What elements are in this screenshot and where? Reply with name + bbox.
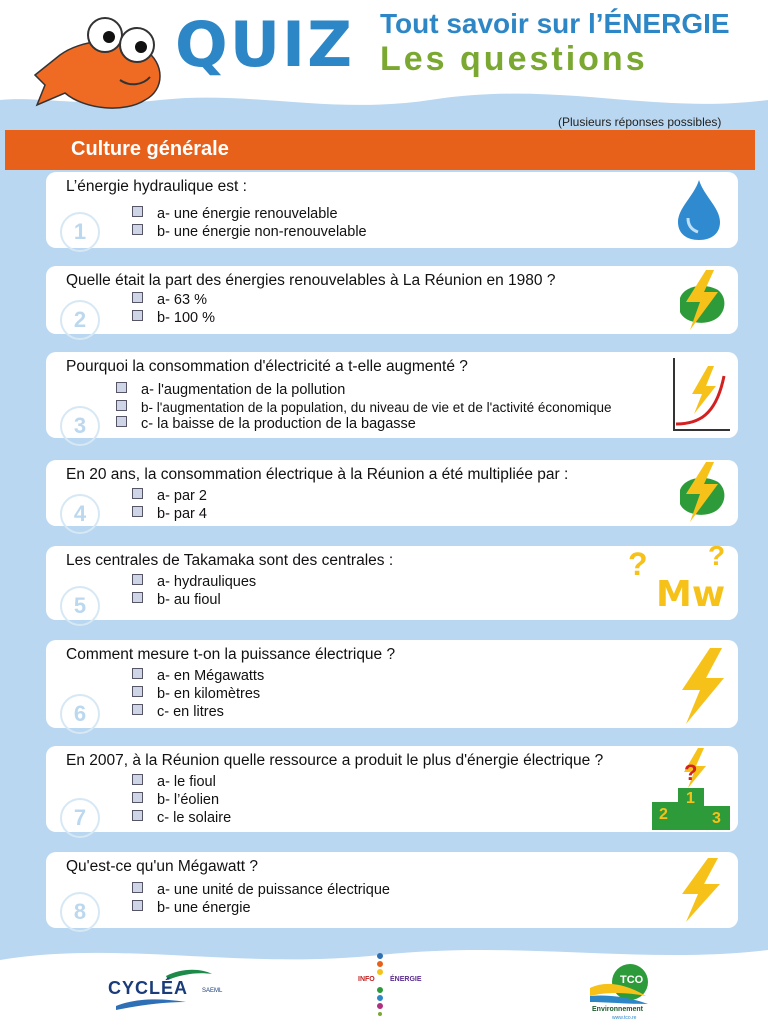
checkbox[interactable] (132, 882, 143, 893)
checkbox[interactable] (132, 774, 143, 785)
question-card-1 (46, 172, 738, 248)
question-text: Comment mesure t-on la puissance électrique ? (66, 646, 396, 663)
checkbox[interactable] (132, 488, 143, 499)
reunion-lightning-icon (674, 460, 730, 524)
podium-label: 2 (659, 806, 668, 823)
answer-option[interactable] (132, 292, 207, 308)
water-drop-icon (674, 178, 724, 242)
header (0, 0, 768, 120)
info-energie-logo (352, 950, 432, 1020)
checkbox[interactable] (132, 574, 143, 585)
answer-option[interactable] (132, 810, 231, 826)
checkbox[interactable] (132, 292, 143, 303)
energie-label: ÉNERGIE (390, 976, 422, 983)
answer-option[interactable] (116, 400, 611, 415)
info-label: INFO (358, 976, 375, 983)
answer-label: a- l'augmentation de la pollution (141, 382, 346, 398)
info-energie-dots-icon (352, 950, 432, 1020)
question-card-7 (46, 746, 738, 832)
answer-label: a- 63 % (157, 292, 207, 308)
question-mark: ? (708, 540, 726, 571)
answer-option[interactable] (116, 416, 416, 432)
lightning-bolt-icon (674, 646, 730, 726)
checkbox[interactable] (132, 792, 143, 803)
tco-logo (586, 960, 666, 1022)
answer-label: b- l’éolien (157, 792, 220, 808)
cyclea-name: CYCLÉA (108, 978, 189, 998)
answer-option[interactable] (132, 574, 256, 590)
checkbox[interactable] (116, 382, 127, 393)
answer-option[interactable] (132, 488, 207, 504)
cyclea-sub: SAEML (202, 988, 223, 994)
answer-label: b- par 4 (157, 506, 207, 522)
tco-url: www.tco.re (612, 1015, 637, 1021)
answer-label: b- l'augmentation de la population, du niveau de vie et de l'activité économique (141, 400, 612, 415)
question-number: 7 (60, 798, 100, 838)
answer-label: a- en Mégawatts (157, 668, 265, 684)
checkbox[interactable] (132, 900, 143, 911)
answer-label: b- une énergie non-renouvelable (157, 224, 367, 240)
question-text: Pourquoi la consommation d'électricité a t-elle augmenté ? (66, 358, 468, 375)
question-text: L’énergie hydraulique est : (66, 178, 247, 195)
answer-option[interactable] (132, 506, 207, 522)
answer-label: b- une énergie (157, 900, 251, 916)
checkbox[interactable] (132, 668, 143, 679)
checkbox[interactable] (116, 416, 127, 427)
answer-option[interactable] (132, 882, 390, 898)
mw-label: Mw (656, 574, 726, 615)
answer-label: a- hydrauliques (157, 574, 257, 590)
checkbox[interactable] (132, 686, 143, 697)
checkbox[interactable] (132, 592, 143, 603)
question-number: 5 (60, 586, 100, 626)
answer-option[interactable] (132, 592, 221, 608)
checkbox[interactable] (132, 206, 143, 217)
subtitle-energy: Tout savoir sur l’ÉNERGIE (380, 8, 730, 39)
question-text: Quelle était la part des énergies renouvelables à La Réunion en 1980 ? (66, 272, 556, 289)
answer-label: b- au fioul (157, 592, 221, 608)
checkbox[interactable] (132, 506, 143, 517)
podium-label: 3 (712, 810, 721, 827)
checkbox[interactable] (132, 224, 143, 235)
answer-option[interactable] (116, 382, 345, 398)
answer-option[interactable] (132, 668, 264, 684)
answer-option[interactable] (132, 224, 367, 240)
quiz-title: QUIZ (175, 8, 355, 81)
answer-label: b- 100 % (157, 310, 216, 326)
answer-label: c- la baisse de la production de la bagasse (141, 416, 416, 432)
answer-option[interactable] (132, 704, 224, 720)
answer-label: a- par 2 (157, 488, 207, 504)
question-number: 2 (60, 300, 100, 340)
checkbox[interactable] (132, 704, 143, 715)
question-number: 8 (60, 892, 100, 932)
answer-label: a- le fioul (157, 774, 216, 790)
question-text: Les centrales de Takamaka sont des centrales : (66, 552, 394, 569)
question-number: 1 (60, 212, 100, 252)
podium-icon (650, 746, 732, 830)
question-mark: ? (628, 546, 648, 582)
answer-option[interactable] (132, 310, 215, 326)
question-card-8 (46, 852, 738, 928)
answer-option[interactable] (132, 206, 338, 222)
question-card-4 (46, 460, 738, 526)
answer-option[interactable] (132, 774, 216, 790)
checkbox[interactable] (116, 400, 127, 411)
growth-chart-icon (668, 356, 732, 436)
question-text: Qu'est-ce qu'un Mégawatt ? (66, 858, 259, 875)
question-card-6 (46, 640, 738, 728)
question-mark: ? (684, 760, 698, 785)
megawatt-question-icon (626, 540, 736, 618)
answer-option[interactable] (132, 900, 251, 916)
question-text: En 20 ans, la consommation électrique à la Réunion a été multipliée par : (66, 466, 569, 483)
question-number: 4 (60, 494, 100, 534)
answer-option[interactable] (132, 792, 219, 808)
answer-option[interactable] (132, 686, 260, 702)
answer-label: a- une énergie renouvelable (157, 206, 338, 222)
answer-label: b- en kilomètres (157, 686, 261, 702)
reunion-lightning-icon (674, 268, 730, 332)
checkbox[interactable] (132, 310, 143, 321)
lightning-bolt-icon (676, 856, 726, 924)
question-card-2 (46, 266, 738, 334)
question-number: 3 (60, 406, 100, 446)
section-title: Culture générale (71, 138, 229, 160)
question-card-5 (46, 540, 738, 620)
answer-label: c- en litres (157, 704, 224, 720)
cyclea-logo (106, 966, 226, 1010)
tco-name: TCO (620, 974, 644, 986)
question-card-3 (46, 352, 738, 438)
answer-label: a- une unité de puissance électrique (157, 882, 390, 898)
subtitle-questions: Les questions (380, 40, 648, 78)
multiple-answers-note: (Plusieurs réponses possibles) (558, 115, 722, 129)
podium-label: 1 (686, 790, 695, 807)
fish-mascot-icon (25, 5, 195, 125)
section-header (5, 130, 755, 170)
question-number: 6 (60, 694, 100, 734)
tco-sub: Environnement (592, 1006, 643, 1013)
checkbox[interactable] (132, 810, 143, 821)
question-text: En 2007, à la Réunion quelle ressource a produit le plus d'énergie électrique ? (66, 752, 604, 769)
answer-label: c- le solaire (157, 810, 232, 826)
